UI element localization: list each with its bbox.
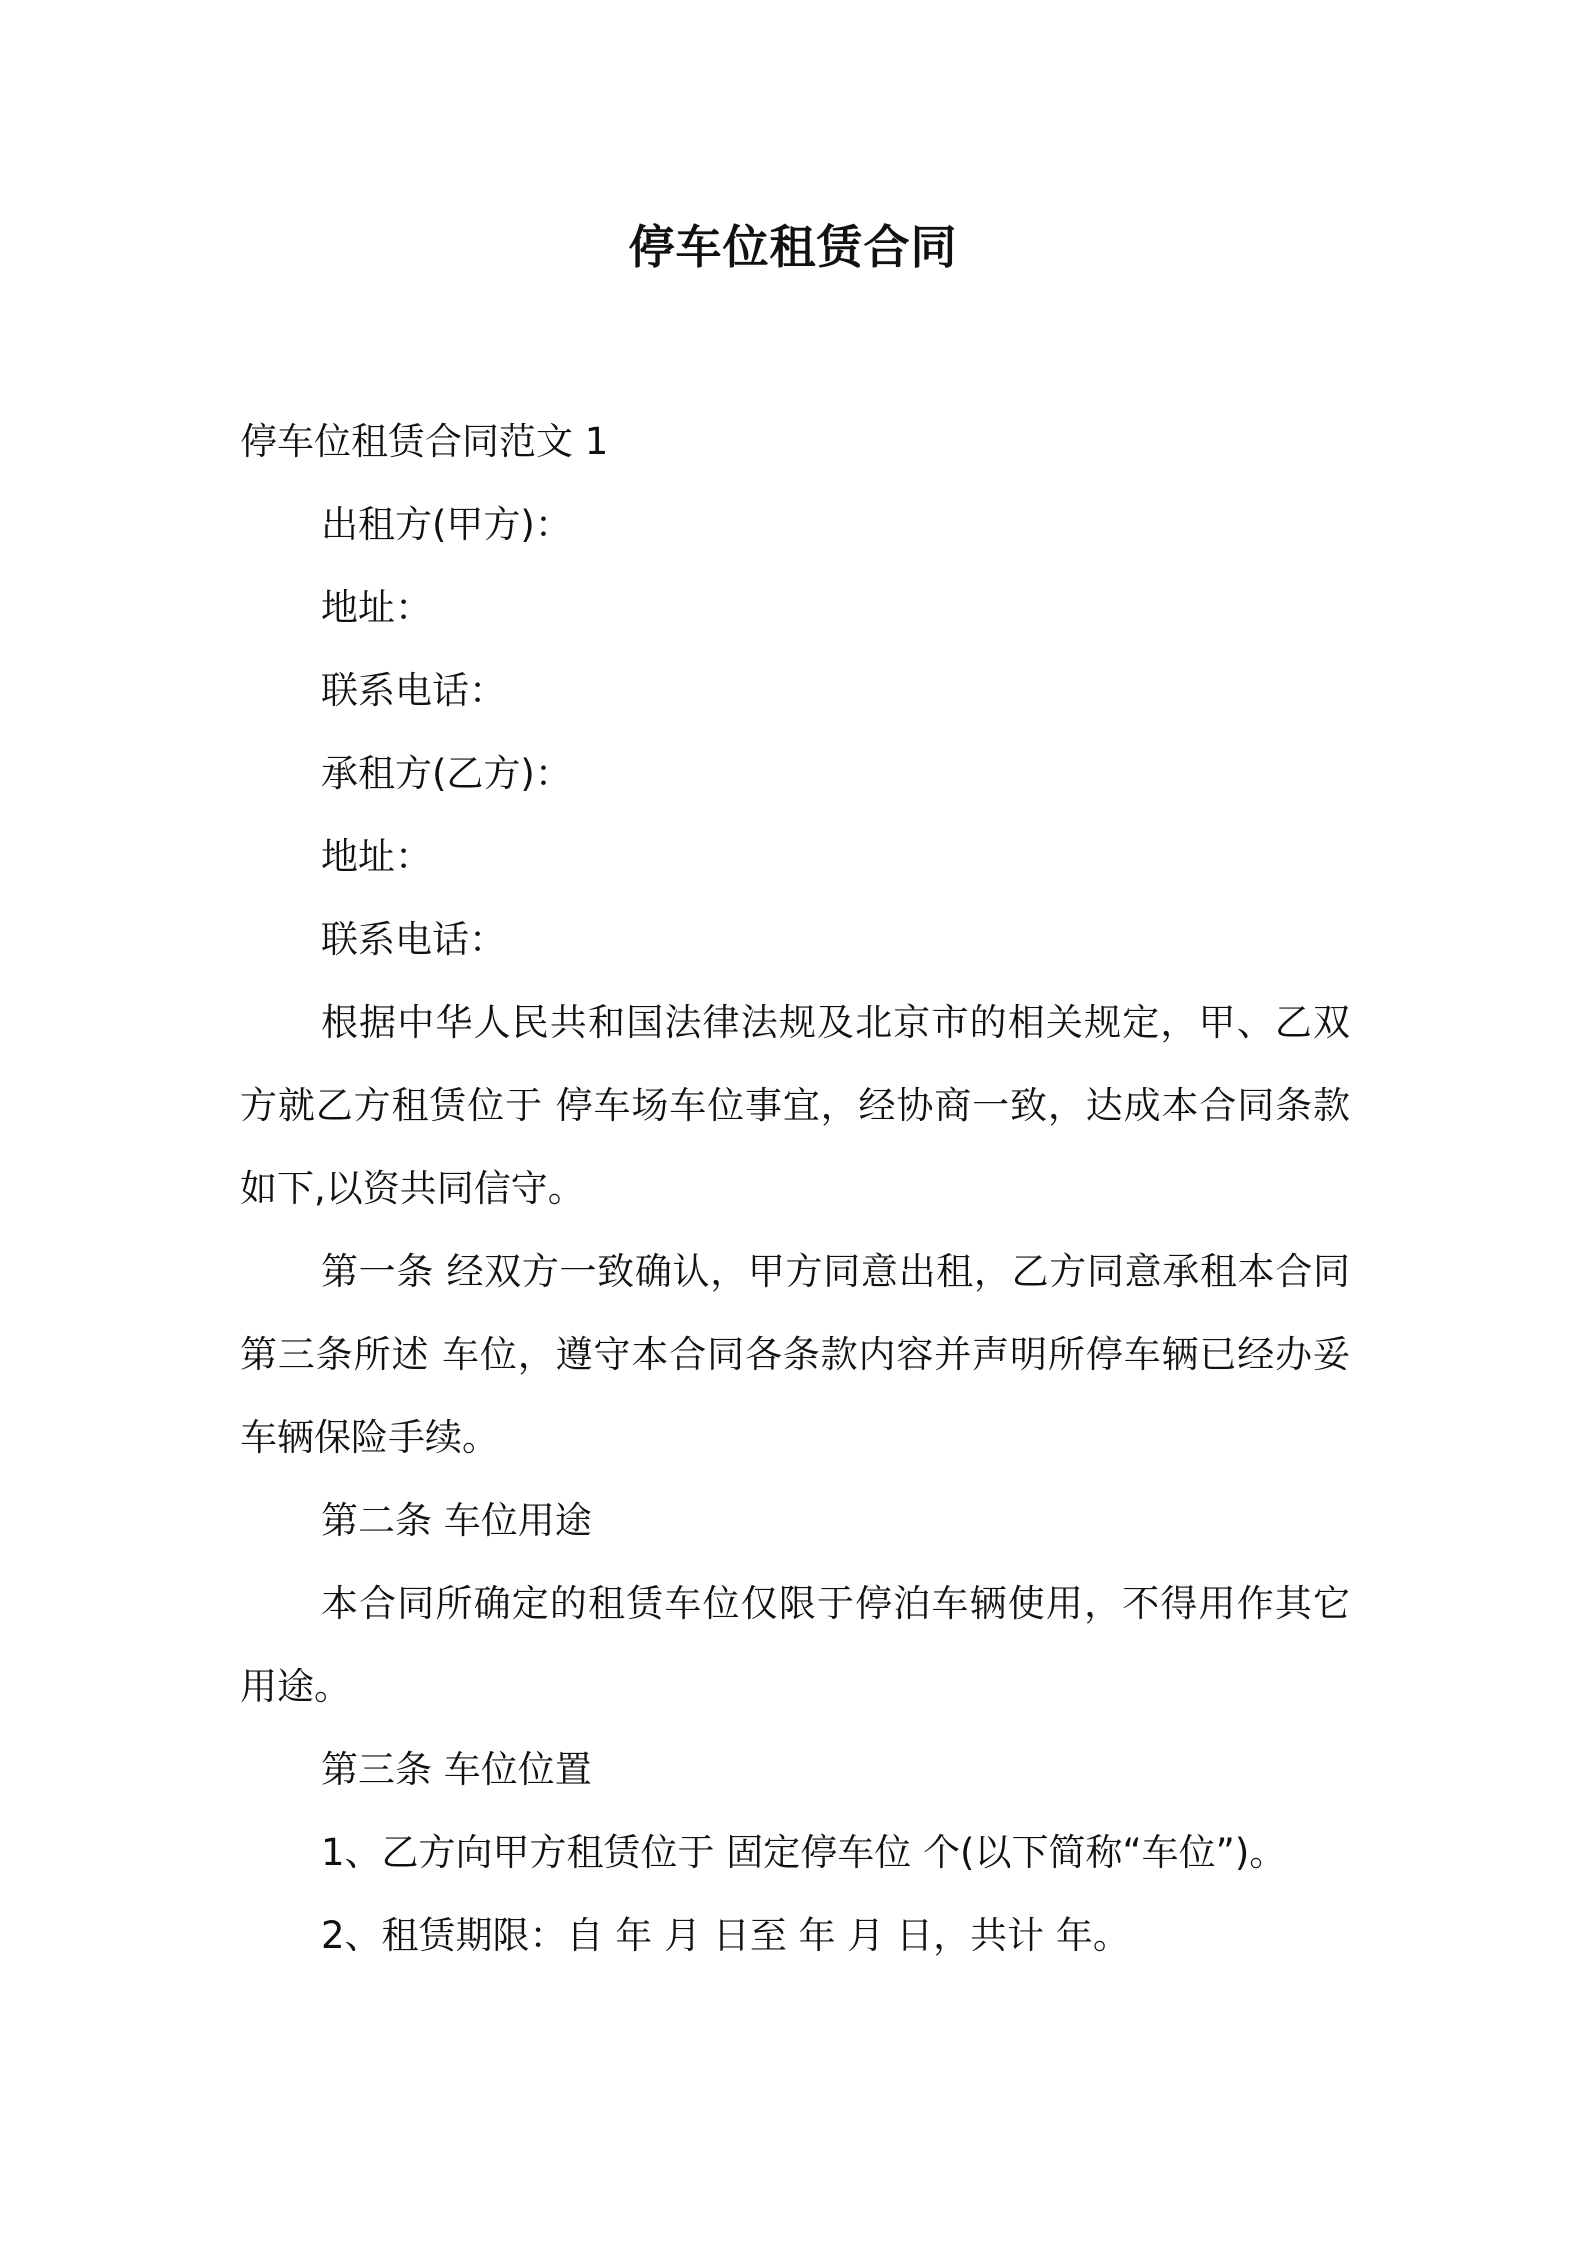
paragraph-lessor: 出租方(甲方)：	[321, 503, 572, 546]
paragraph-article-2-body: 本合同所确定的租赁车位仅限于停泊车辆使用，不得用作其它用途。	[240, 1582, 1350, 1708]
paragraph-article-1: 第一条 经双方一致确认，甲方同意出租，乙方同意承租本合同第三条所述 车位，遵守本合同各条款内容并声明所停车辆已经办妥车辆保险手续。	[240, 1250, 1350, 1459]
paragraph-heading: 停车位租赁合同范文 1	[240, 420, 609, 463]
paragraph-lessee-address: 地址：	[321, 835, 432, 878]
paragraph-article-3-item-2: 2、租赁期限：自 年 月 日至 年 月 日，共计 年。	[321, 1914, 1130, 1957]
paragraph-article-3-heading: 第三条 车位位置	[321, 1748, 592, 1791]
paragraph-article-3-item-1: 1、乙方向甲方租赁位于 固定停车位 个(以下简称“车位”)。	[321, 1831, 1287, 1874]
paragraph-article-2-heading: 第二条 车位用途	[321, 1499, 592, 1542]
paragraph-lessor-phone: 联系电话：	[321, 669, 506, 712]
paragraph-lessee-phone: 联系电话：	[321, 918, 506, 961]
document-title: 停车位租赁合同	[628, 220, 958, 274]
paragraph-preamble: 根据中华人民共和国法律法规及北京市的相关规定，甲、乙双方就乙方租赁位于 停车场车位事宜，经协商一致，达成本合同条款如下,以资共同信守。	[240, 1001, 1350, 1210]
paragraph-lessee: 承租方(乙方)：	[321, 752, 572, 795]
document-body	[240, 400, 1350, 1977]
paragraph-lessor-address: 地址：	[321, 586, 432, 629]
